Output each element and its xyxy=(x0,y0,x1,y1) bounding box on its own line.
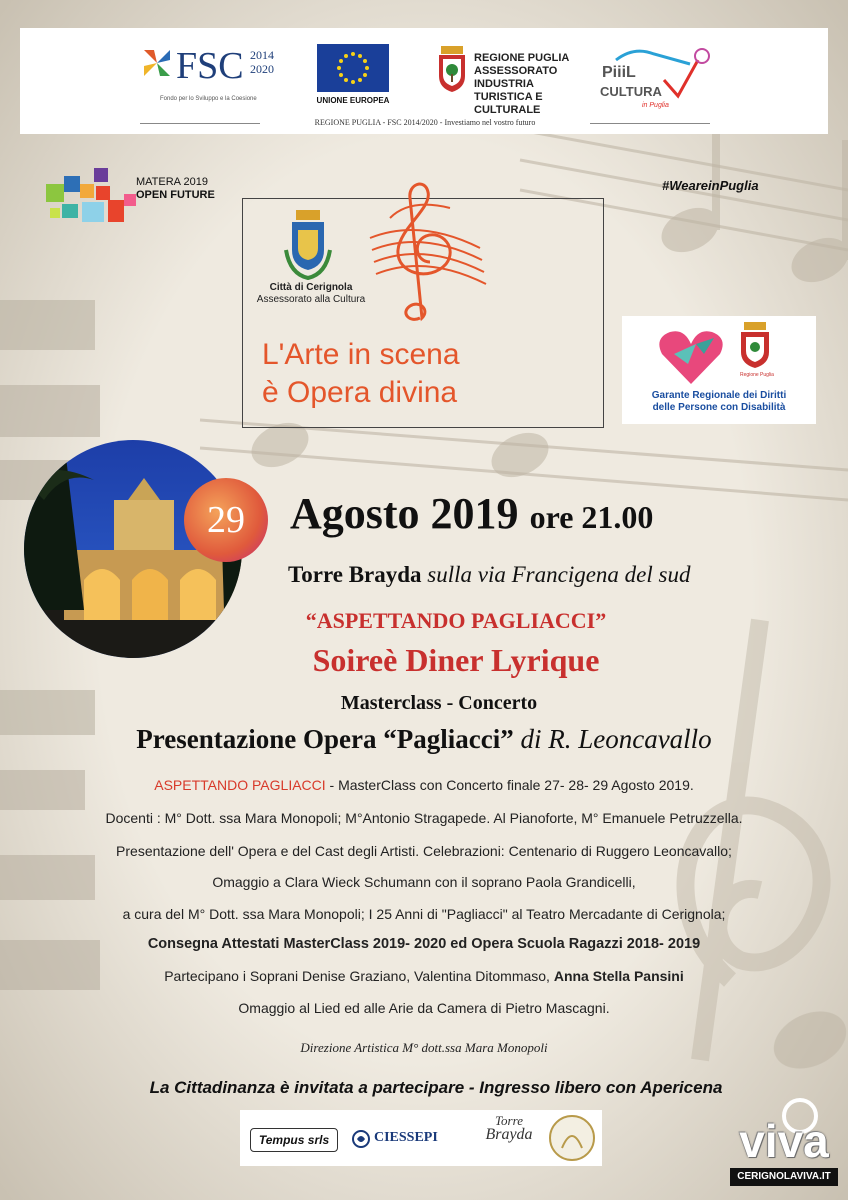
regione-puglia-text xyxy=(474,52,594,117)
lady-emblem-icon xyxy=(548,1114,596,1162)
citta-name: Città di Cerignola xyxy=(269,282,353,293)
regione-line-1: REGIONE PUGLIA xyxy=(474,52,570,64)
event-day-badge: 29 xyxy=(184,478,268,562)
description-line-8: Omaggio al Lied ed alle Arie da Camera di Pietro Mascagni. xyxy=(238,1000,610,1016)
description-line-3: Presentazione dell' Opera e del Cast degli Artisti. Celebrazioni: Centenario di Ruggero Leoncavallo; xyxy=(116,843,732,859)
sponsor-footer xyxy=(240,1110,602,1166)
in-puglia-word: in Puglia xyxy=(642,102,669,109)
description-line-1 xyxy=(0,777,848,793)
fsc-year-start: 2014 xyxy=(250,48,274,62)
piil-word: PiiiL xyxy=(602,64,636,81)
ciessepi-logo: CIESSEPI xyxy=(374,1130,438,1145)
matera-2019-logo-icon xyxy=(46,168,138,232)
garante-badge-label: Regione Puglia xyxy=(740,372,774,378)
garante-disabilita-logo xyxy=(622,316,816,424)
header-tagline: REGIONE PUGLIA - FSC 2014/2020 - Investiamo nel vostro futuro xyxy=(140,118,710,127)
description-line-7 xyxy=(0,968,848,984)
description-highlight: ASPETTANDO PAGLIACCI xyxy=(154,777,326,793)
presentation-title: Presentazione Opera “Pagliacci” xyxy=(136,724,514,754)
venue-desc: sulla via Francigena del sud xyxy=(427,562,691,587)
presentation-author: di R. Leoncavallo xyxy=(520,724,712,754)
regione-puglia-badge-icon xyxy=(738,322,772,372)
ciessepi-mark-icon xyxy=(352,1130,370,1148)
garante-line-1: Garante Regionale dei Diritti xyxy=(651,390,787,401)
fsc-year-end: 2020 xyxy=(250,62,274,76)
heart-bird-icon xyxy=(656,324,726,386)
sponsor-header xyxy=(20,28,828,134)
regione-line-3: TURISTICA E CULTURALE xyxy=(474,91,543,116)
venue-name: Torre Brayda xyxy=(288,562,422,587)
torre-brayda-logo xyxy=(476,1114,542,1142)
artistic-direction: Direzione Artistica M° dott.ssa Mara Monopoli xyxy=(300,1040,548,1055)
viva-site: CERIGNOLAVIVA.IT xyxy=(730,1168,838,1186)
tempus-logo: Tempus srls xyxy=(250,1128,338,1152)
regione-line-2: ASSESSORATO INDUSTRIA xyxy=(474,65,558,90)
regione-puglia-shield-icon xyxy=(438,46,466,92)
eu-flag-icon xyxy=(317,44,389,92)
cerignolaviva-watermark xyxy=(730,1094,838,1190)
event-month-year: Agosto 2019 xyxy=(290,489,519,538)
invitation-line: La Cittadinanza è invitata a partecipare - Ingresso libero con Apericena xyxy=(149,1078,723,1097)
garante-text xyxy=(626,390,812,414)
fsc-pinwheel-icon xyxy=(140,46,174,80)
description-line-1-text: - MasterClass con Concerto finale 27- 28- 29 Agosto 2019. xyxy=(325,777,694,793)
description-line-4: Omaggio a Clara Wieck Schumann con il soprano Paola Grandicelli, xyxy=(212,874,636,890)
torre-line-1: Torre xyxy=(495,1113,523,1128)
fsc-logo xyxy=(140,40,290,102)
event-subtitle: “ASPETTANDO PAGLIACCI” xyxy=(305,608,607,633)
event-logo-line-2: è Opera divina xyxy=(262,376,458,409)
description-line-2: Docenti : M° Dott. ssa Mara Monopoli; M°Antonio Stragapede. Al Pianoforte, M° Emanuele Petruzzella. xyxy=(105,810,743,826)
matera-line-2: OPEN FUTURE xyxy=(136,189,215,201)
fsc-wordmark: FSC xyxy=(176,45,244,87)
matera-text xyxy=(136,176,215,202)
hashtag: #WeareinPuglia xyxy=(662,178,759,193)
event-venue xyxy=(288,562,690,588)
description-line-7-bold: Anna Stella Pansini xyxy=(553,968,684,984)
viva-word: viva xyxy=(739,1115,829,1167)
description-line-5: a cura del M° Dott. ssa Mara Monopoli; I 25 Anni di "Pagliacci" al Teatro Mercadante di Cerignola; xyxy=(122,906,726,922)
fsc-subtitle: Fondo per lo Sviluppo e la Coesione xyxy=(160,96,257,102)
citta-dept: Assessorato alla Cultura xyxy=(256,294,366,305)
event-logo-line-1: L'Arte in scena xyxy=(262,338,460,371)
piil-cultura-logo xyxy=(594,46,714,116)
cultura-word: CULTURA xyxy=(600,84,662,99)
event-time: ore 21.00 xyxy=(529,499,654,535)
fsc-years xyxy=(250,48,274,76)
event-title: Soireè Diner Lyrique xyxy=(312,642,600,678)
description-line-7-text: Partecipano i Soprani Denise Graziano, Valentina Ditommaso, xyxy=(164,968,554,984)
cerignola-crest-icon xyxy=(284,210,332,280)
event-format: Masterclass - Concerto xyxy=(340,692,538,714)
garante-line-2: delle Persone con Disabilità xyxy=(652,402,786,413)
event-date xyxy=(290,488,653,539)
eu-label: UNIONE EUROPEA xyxy=(316,96,390,105)
treble-clef-icon xyxy=(350,178,500,328)
matera-line-1: MATERA 2019 xyxy=(136,176,208,188)
description-line-6: Consegna Attestati MasterClass 2019- 2020 ed Opera Scuola Ragazzi 2018- 2019 xyxy=(147,936,701,952)
torre-line-2: Brayda xyxy=(485,1126,533,1143)
event-presentation xyxy=(0,724,848,755)
